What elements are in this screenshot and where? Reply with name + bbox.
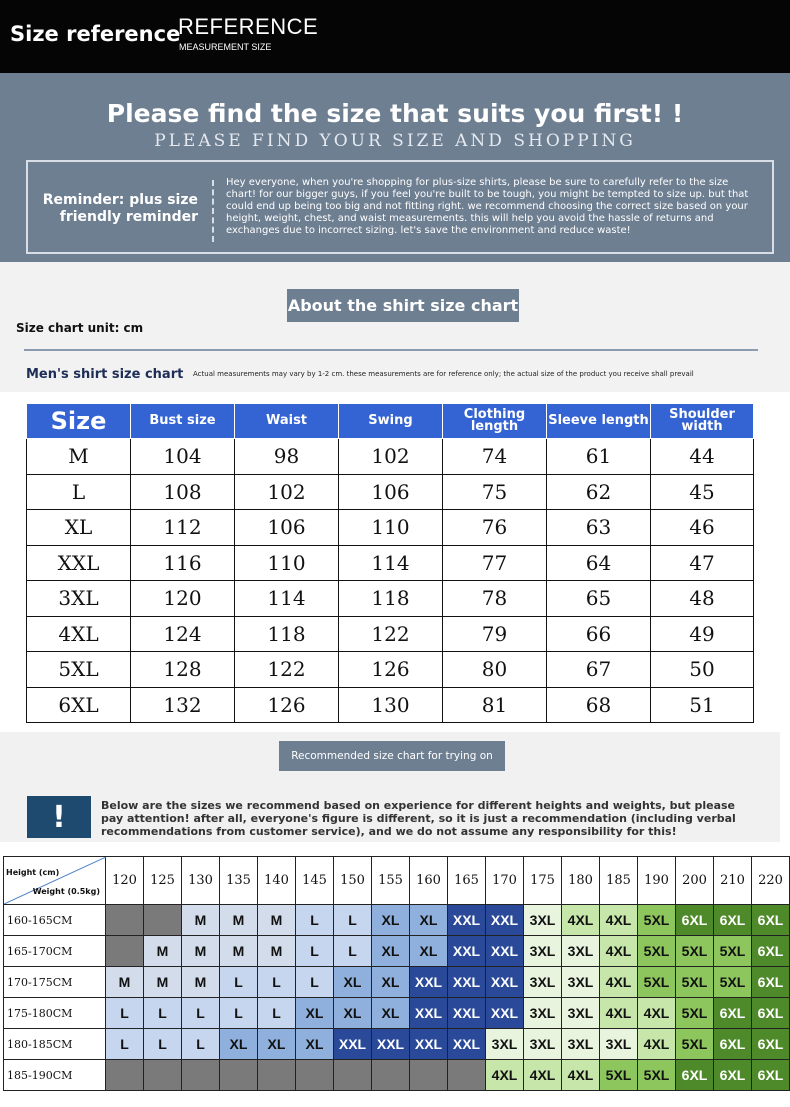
size-table-header-cell: Waist — [235, 404, 339, 439]
recommended-size-cell: 3XL — [562, 936, 600, 967]
height-range-cell: 170-175CM — [4, 967, 106, 998]
page-title: Size reference — [10, 22, 181, 46]
weight-header-cell: 170 — [486, 857, 524, 905]
recommended-size-cell: M — [258, 936, 296, 967]
size-chart-section-title: About the shirt size chart — [287, 289, 519, 322]
recommended-size-cell: 6XL — [714, 1029, 752, 1060]
height-range-cell: 180-185CM — [4, 1029, 106, 1060]
size-table-header-cell: Clothing length — [443, 404, 547, 439]
weight-header-cell: 150 — [334, 857, 372, 905]
recommended-size-cell: XL — [220, 1029, 258, 1060]
size-label-cell: 5XL — [27, 652, 131, 688]
measurement-cell: 130 — [339, 687, 443, 723]
recommended-size-cell: XXL — [448, 998, 486, 1029]
grid-empty-cell — [410, 1060, 448, 1091]
measurement-cell: 110 — [235, 545, 339, 581]
height-range-cell: 175-180CM — [4, 998, 106, 1029]
measurement-cell: 118 — [339, 581, 443, 617]
recommended-size-cell: 5XL — [638, 905, 676, 936]
recommend-size-grid — [3, 856, 790, 1091]
table-row — [4, 936, 790, 967]
size-label-cell: XXL — [27, 545, 131, 581]
grid-corner-cell — [4, 857, 106, 905]
recommended-size-cell: 4XL — [524, 1060, 562, 1091]
weight-header-cell: 175 — [524, 857, 562, 905]
recommended-size-cell: XL — [372, 936, 410, 967]
weight-header-cell: 185 — [600, 857, 638, 905]
exclamation-icon: ! — [27, 796, 91, 838]
diagonal-line — [4, 857, 106, 904]
recommended-size-cell: 3XL — [600, 1029, 638, 1060]
recommended-size-cell: M — [220, 936, 258, 967]
measurement-cell: 46 — [651, 510, 754, 546]
size-label-cell: XL — [27, 510, 131, 546]
size-label-cell: L — [27, 474, 131, 510]
recommended-size-cell: XXL — [410, 1029, 448, 1060]
grid-empty-cell — [448, 1060, 486, 1091]
measurement-cell: 64 — [547, 545, 651, 581]
recommended-size-cell: XL — [372, 998, 410, 1029]
recommend-section — [0, 732, 780, 842]
table-row — [27, 652, 754, 688]
recommended-size-cell: XL — [334, 967, 372, 998]
grid-empty-cell — [296, 1060, 334, 1091]
measurement-cell: 47 — [651, 545, 754, 581]
measurement-cell: 104 — [131, 439, 235, 475]
recommended-size-cell: 4XL — [600, 998, 638, 1029]
recommended-size-cell: 3XL — [524, 967, 562, 998]
recommended-size-cell: 3XL — [562, 967, 600, 998]
recommended-size-cell: XXL — [448, 936, 486, 967]
measurement-cell: 80 — [443, 652, 547, 688]
recommended-size-cell: M — [182, 905, 220, 936]
recommended-size-cell: L — [220, 998, 258, 1029]
mens-size-chart-title: Men's shirt size chart — [26, 367, 184, 382]
measurement-cell: 78 — [443, 581, 547, 617]
grid-empty-cell — [182, 1060, 220, 1091]
weight-header-cell: 165 — [448, 857, 486, 905]
table-row — [27, 616, 754, 652]
recommended-size-cell: 5XL — [714, 967, 752, 998]
recommend-disclaimer: Below are the sizes we recommend based on experience for different heights and weights, but please pay attention! after all, everyone's figure is different, so it is just a recommendation (including verbal recommendations from customer service), and we do not assume any responsibility for this! — [101, 799, 736, 838]
size-label-cell: 4XL — [27, 616, 131, 652]
recommended-size-cell: 6XL — [752, 1060, 790, 1091]
measurement-cell: 62 — [547, 474, 651, 510]
recommended-size-cell: 5XL — [676, 998, 714, 1029]
recommended-size-cell: 4XL — [562, 905, 600, 936]
grid-empty-cell — [258, 1060, 296, 1091]
recommended-size-cell: 6XL — [714, 998, 752, 1029]
measurement-cell: 132 — [131, 687, 235, 723]
recommended-size-cell: 5XL — [676, 1029, 714, 1060]
recommended-size-cell: M — [144, 967, 182, 998]
measurement-cell: 67 — [547, 652, 651, 688]
measurement-cell: 106 — [235, 510, 339, 546]
recommended-size-cell: 3XL — [562, 1029, 600, 1060]
size-label-cell: 3XL — [27, 581, 131, 617]
recommended-size-cell: 4XL — [600, 905, 638, 936]
recommended-size-cell: M — [182, 936, 220, 967]
size-table-header-cell: Size — [27, 404, 131, 439]
table-row — [27, 439, 754, 475]
recommended-size-cell: 5XL — [638, 967, 676, 998]
recommended-size-cell: XXL — [448, 967, 486, 998]
measurement-cell: 77 — [443, 545, 547, 581]
weight-header-cell: 120 — [106, 857, 144, 905]
recommended-size-cell: 6XL — [714, 905, 752, 936]
measurement-cell: 128 — [131, 652, 235, 688]
recommended-size-cell: 3XL — [524, 905, 562, 936]
measurement-cell: 122 — [235, 652, 339, 688]
measurement-cell: 76 — [443, 510, 547, 546]
size-table-header-cell: Sleeve length — [547, 404, 651, 439]
height-range-cell: 185-190CM — [4, 1060, 106, 1091]
recommended-size-cell: XL — [296, 1029, 334, 1060]
recommended-size-cell: L — [296, 936, 334, 967]
measurement-cell: 126 — [339, 652, 443, 688]
grid-empty-cell — [106, 905, 144, 936]
recommended-size-cell: XXL — [448, 905, 486, 936]
measurement-cell: 66 — [547, 616, 651, 652]
recommended-size-cell: XL — [372, 967, 410, 998]
measurement-size-caption: MEASUREMENT SIZE — [179, 42, 272, 52]
measurement-cell: 114 — [339, 545, 443, 581]
measurement-cell: 98 — [235, 439, 339, 475]
corner-height-label: Height (cm) — [6, 868, 60, 877]
recommended-size-cell: L — [258, 967, 296, 998]
measurement-cell: 68 — [547, 687, 651, 723]
recommended-size-cell: XL — [410, 936, 448, 967]
recommended-size-cell: M — [106, 967, 144, 998]
recommended-size-cell: 6XL — [752, 1029, 790, 1060]
recommended-size-cell: XL — [334, 998, 372, 1029]
measurement-cell: 108 — [131, 474, 235, 510]
recommended-size-cell: 4XL — [600, 967, 638, 998]
table-row — [4, 967, 790, 998]
recommended-size-cell: L — [182, 998, 220, 1029]
recommend-section-title: Recommended size chart for trying on — [279, 741, 505, 771]
recommended-size-cell: 6XL — [714, 1060, 752, 1091]
measurement-cell: 122 — [339, 616, 443, 652]
recommended-size-cell: 3XL — [562, 998, 600, 1029]
measurement-cell: 61 — [547, 439, 651, 475]
corner-weight-label: Weight (0.5kg) — [32, 887, 100, 896]
recommended-size-cell: 5XL — [714, 936, 752, 967]
height-range-cell: 165-170CM — [4, 936, 106, 967]
grid-empty-cell — [334, 1060, 372, 1091]
measurement-cell: 48 — [651, 581, 754, 617]
header-bar — [0, 0, 790, 73]
size-label-cell: 6XL — [27, 687, 131, 723]
weight-header-cell: 210 — [714, 857, 752, 905]
recommended-size-cell: XXL — [486, 998, 524, 1029]
measurement-cell: 74 — [443, 439, 547, 475]
recommended-size-cell: M — [182, 967, 220, 998]
reminder-label: Reminder: plus size friendly reminder — [42, 192, 198, 225]
measurement-cell: 44 — [651, 439, 754, 475]
table-row — [27, 687, 754, 723]
recommended-size-cell: 3XL — [524, 1029, 562, 1060]
reminder-box — [26, 160, 774, 254]
recommended-size-cell: M — [220, 905, 258, 936]
table-row — [27, 581, 754, 617]
size-table-header-row — [27, 404, 754, 439]
grid-empty-cell — [144, 905, 182, 936]
recommended-size-cell: XL — [410, 905, 448, 936]
recommended-size-cell: M — [144, 936, 182, 967]
size-table-header-cell: Swing — [339, 404, 443, 439]
mens-size-table — [26, 403, 754, 723]
recommended-size-cell: L — [106, 998, 144, 1029]
grid-empty-cell — [106, 936, 144, 967]
weight-header-cell: 130 — [182, 857, 220, 905]
intro-headline: Please find the size that suits you first! ! — [106, 99, 684, 128]
recommended-size-cell: 3XL — [486, 1029, 524, 1060]
reference-logo-text: REFERENCE — [178, 14, 319, 39]
section-divider — [24, 349, 758, 351]
weight-header-cell: 180 — [562, 857, 600, 905]
measurement-cell: 102 — [339, 439, 443, 475]
recommended-size-cell: XXL — [486, 905, 524, 936]
recommended-size-cell: L — [296, 905, 334, 936]
intro-subheadline: PLEASE FIND YOUR SIZE AND SHOPPING — [154, 131, 636, 151]
intro-panel — [0, 73, 790, 262]
weight-header-cell: 145 — [296, 857, 334, 905]
recommended-size-cell: 5XL — [638, 936, 676, 967]
measurement-cell: 126 — [235, 687, 339, 723]
recommended-size-cell: 6XL — [752, 967, 790, 998]
recommended-size-cell: 4XL — [600, 936, 638, 967]
measurement-cell: 120 — [131, 581, 235, 617]
measurement-cell: 106 — [339, 474, 443, 510]
measurement-cell: 81 — [443, 687, 547, 723]
weight-header-cell: 135 — [220, 857, 258, 905]
recommended-size-cell: 4XL — [486, 1060, 524, 1091]
recommended-size-cell: 6XL — [676, 905, 714, 936]
table-row — [4, 1060, 790, 1091]
recommended-size-cell: XXL — [410, 998, 448, 1029]
grid-empty-cell — [220, 1060, 258, 1091]
recommended-size-cell: 3XL — [524, 936, 562, 967]
weight-header-cell: 160 — [410, 857, 448, 905]
recommended-size-cell: XXL — [372, 1029, 410, 1060]
recommended-size-cell: XL — [258, 1029, 296, 1060]
recommended-size-cell: 4XL — [562, 1060, 600, 1091]
measurement-cell: 118 — [235, 616, 339, 652]
measurement-cell: 45 — [651, 474, 754, 510]
measurement-cell: 51 — [651, 687, 754, 723]
recommended-size-cell: XXL — [448, 1029, 486, 1060]
recommended-size-cell: 4XL — [638, 1029, 676, 1060]
recommended-size-cell: L — [296, 967, 334, 998]
recommended-size-cell: L — [182, 1029, 220, 1060]
recommended-size-cell: XL — [372, 905, 410, 936]
recommended-size-cell: L — [220, 967, 258, 998]
size-table-header-cell: Shoulder width — [651, 404, 754, 439]
height-range-cell: 160-165CM — [4, 905, 106, 936]
measurement-note: Actual measurements may vary by 1-2 cm. these measurements are for reference only; the actual size of the product you receive shall prevail — [193, 370, 694, 378]
recommended-size-cell: 6XL — [676, 1060, 714, 1091]
recommended-size-cell: 5XL — [638, 1060, 676, 1091]
measurement-cell: 102 — [235, 474, 339, 510]
recommended-size-cell: L — [334, 905, 372, 936]
weight-header-cell: 140 — [258, 857, 296, 905]
recommended-size-cell: XXL — [486, 936, 524, 967]
table-row — [4, 1029, 790, 1060]
recommended-size-cell: L — [144, 998, 182, 1029]
measurement-cell: 124 — [131, 616, 235, 652]
recommended-size-cell: L — [258, 998, 296, 1029]
recommended-size-cell: L — [334, 936, 372, 967]
weight-header-cell: 200 — [676, 857, 714, 905]
recommended-size-cell: M — [258, 905, 296, 936]
recommended-size-cell: XL — [296, 998, 334, 1029]
grid-empty-cell — [372, 1060, 410, 1091]
recommended-size-cell: 3XL — [524, 998, 562, 1029]
table-row — [4, 905, 790, 936]
weight-header-cell: 125 — [144, 857, 182, 905]
recommended-size-cell: L — [106, 1029, 144, 1060]
measurement-cell: 50 — [651, 652, 754, 688]
recommended-size-cell: XXL — [334, 1029, 372, 1060]
recommended-size-cell: 6XL — [752, 998, 790, 1029]
measurement-cell: 112 — [131, 510, 235, 546]
recommended-size-cell: 5XL — [676, 936, 714, 967]
grid-weight-header-row — [4, 857, 790, 905]
measurement-cell: 79 — [443, 616, 547, 652]
grid-empty-cell — [106, 1060, 144, 1091]
table-row — [27, 545, 754, 581]
weight-header-cell: 220 — [752, 857, 790, 905]
recommended-size-cell: 6XL — [752, 905, 790, 936]
reminder-text: Hey everyone, when you're shopping for plus-size shirts, please be sure to carefully refer to the size chart! for our bigger guys, if you feel you're built to be tough, you might be tempted to size up. but that could end up being too big and not fitting right. we recommend choosing the correct size based on your height, weight, chest, and waist measurements. this will help you avoid the hassle of returns and exchanges due to incorrect sizing. let's save the environment and reduce waste! — [226, 177, 749, 236]
recommended-size-cell: 5XL — [676, 967, 714, 998]
weight-header-cell: 190 — [638, 857, 676, 905]
measurement-cell: 114 — [235, 581, 339, 617]
recommended-size-cell: XXL — [410, 967, 448, 998]
measurement-cell: 63 — [547, 510, 651, 546]
measurement-cell: 65 — [547, 581, 651, 617]
measurement-cell: 75 — [443, 474, 547, 510]
table-row — [27, 474, 754, 510]
recommended-size-cell: L — [144, 1029, 182, 1060]
recommended-size-cell: 5XL — [600, 1060, 638, 1091]
recommended-size-cell: 4XL — [638, 998, 676, 1029]
size-chart-unit: Size chart unit: cm — [16, 321, 144, 335]
grid-empty-cell — [144, 1060, 182, 1091]
size-label-cell: M — [27, 439, 131, 475]
reminder-divider — [212, 180, 214, 242]
measurement-cell: 116 — [131, 545, 235, 581]
weight-header-cell: 155 — [372, 857, 410, 905]
recommended-size-cell: 6XL — [752, 936, 790, 967]
size-table-header-cell: Bust size — [131, 404, 235, 439]
table-row — [4, 998, 790, 1029]
table-row — [27, 510, 754, 546]
measurement-cell: 110 — [339, 510, 443, 546]
recommended-size-cell: XXL — [486, 967, 524, 998]
measurement-cell: 49 — [651, 616, 754, 652]
